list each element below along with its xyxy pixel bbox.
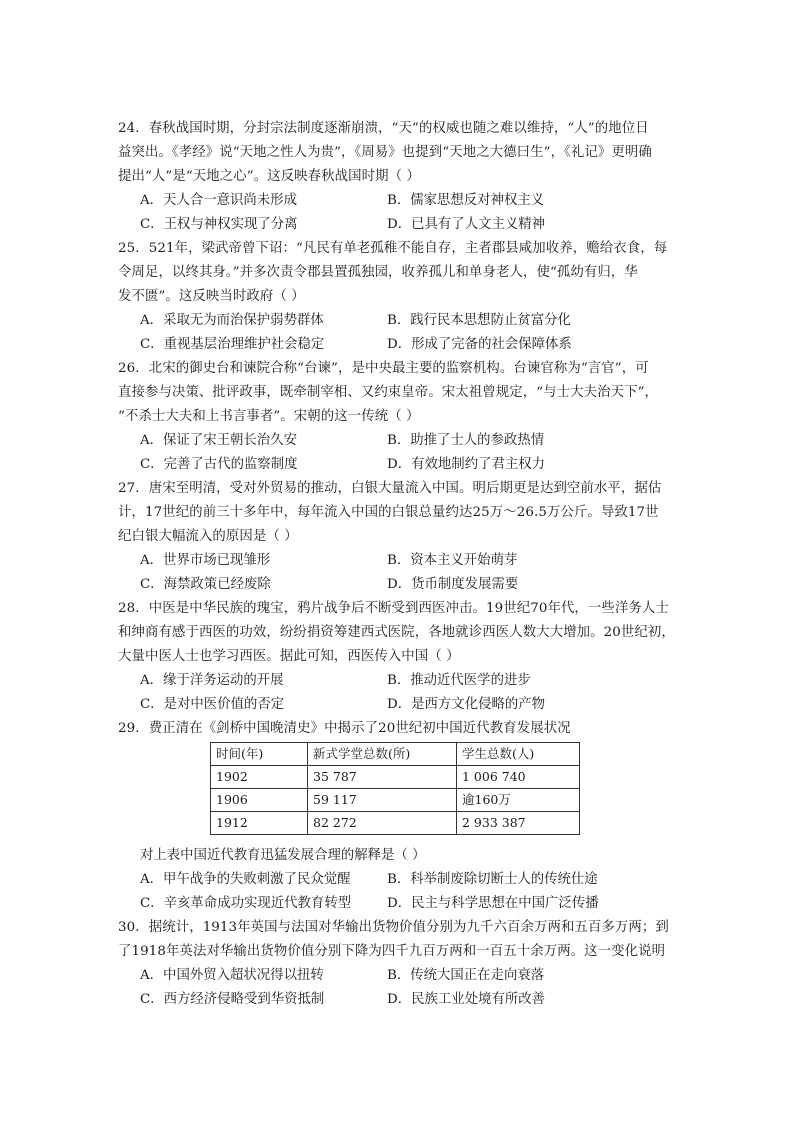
question-29-option-d: D．民主与科学思想在中国广泛传播 bbox=[387, 896, 599, 911]
question-29-option-b: B．科举制废除切断士人的传统仕途 bbox=[387, 872, 598, 887]
question-29-option-c: C．辛亥革命成功实现近代教育转型 bbox=[140, 896, 352, 911]
question-26-line-1: 26．北宋的御史台和谏院合称“台谏”，是中央最主要的监察机构。台谏官称为“言官”，可 bbox=[118, 361, 649, 376]
question-28-line-1: 28．中医是中华民族的瑰宝，鸦片战争后不断受到西医冲击。19世纪70年代，一些洋务人士 bbox=[118, 601, 669, 616]
question-27-line-2: 计，17世纪的前三十多年中，每年流入中国的白银总量约达25万～26.5万公斤。导致17世 bbox=[118, 505, 659, 520]
question-30-option-c: C．西方经济侵略受到华资抵制 bbox=[140, 992, 325, 1007]
question-28-option-c: C．是对中医价值的否定 bbox=[140, 697, 285, 712]
table-cell: 1912 bbox=[211, 812, 308, 835]
question-26-line-3: “不杀士大夫和上书言事者”。宋朝的这一传统（ ） bbox=[118, 409, 420, 424]
table-row bbox=[211, 812, 580, 835]
table-cell: 82 272 bbox=[308, 812, 457, 835]
table-header-cell: 新式学堂总数(所) bbox=[308, 743, 457, 766]
table-row bbox=[211, 766, 580, 789]
table-row bbox=[211, 789, 580, 812]
question-30-line-2: 了1918年英法对华输出货物价值分别下降为四千九百万两和一百五十余万两。这一变化说明 bbox=[118, 944, 666, 959]
question-26-option-a: A．保证了宋王朝长治久安 bbox=[140, 433, 297, 448]
question-28-option-a: A．缘于洋务运动的开展 bbox=[140, 673, 284, 688]
question-25-line-1: 25．521年，梁武帝曾下诏：“凡民有单老孤稚不能自存，主者郡县咸加收养，赡给衣食，每 bbox=[118, 241, 668, 256]
table-cell: 逾160万 bbox=[457, 789, 580, 812]
question-24-option-d: D．已具有了人文主义精神 bbox=[387, 217, 546, 232]
question-29-prompt: 对上表中国近代教育迅猛发展合理的解释是（ ） bbox=[140, 848, 426, 863]
question-27-line-1: 27．唐宋至明清，受对外贸易的推动，白银大量流入中国。明后期更是达到空前水平，据估 bbox=[118, 481, 662, 496]
table-header-row bbox=[211, 743, 580, 766]
question-27-line-3: 纪白银大幅流入的原因是（ ） bbox=[118, 529, 298, 544]
question-27-option-d: D．货币制度发展需要 bbox=[387, 577, 519, 592]
question-25-option-c: C．重视基层治理维护社会稳定 bbox=[140, 337, 325, 352]
question-30-option-b: B．传统大国正在走向衰落 bbox=[387, 968, 545, 983]
question-27-option-b: B．资本主义开始萌芽 bbox=[387, 553, 518, 568]
question-25-option-b: B．践行民本思想防止贫富分化 bbox=[387, 313, 571, 328]
question-26-option-d: D．有效地制约了君主权力 bbox=[387, 457, 546, 472]
question-28-option-d: D．是西方文化侵略的产物 bbox=[387, 697, 546, 712]
question-25-option-d: D．形成了完备的社会保障体系 bbox=[387, 337, 572, 352]
question-29-option-a: A．甲午战争的失败刺激了民众觉醒 bbox=[140, 872, 351, 887]
question-24-line-3: 提出“人”是“天地之心”。这反映春秋战国时期（ ） bbox=[118, 169, 420, 184]
question-30-line-1: 30．据统计，1913年英国与法国对华输出货物价值分别为九千六百余万两和五百多万两；到 bbox=[118, 920, 669, 935]
question-25-option-a: A．采取无为而治保护弱势群体 bbox=[140, 313, 324, 328]
question-25-line-2: 令周足，以终其身。”并多次责令郡县置孤独园，收养孤儿和单身老人，使“孤幼有归，华 bbox=[118, 265, 638, 280]
question-25-line-3: 发不匮”。这反映当时政府（ ） bbox=[118, 289, 305, 304]
table-header-cell: 学生总数(人) bbox=[457, 743, 580, 766]
question-26-option-b: B．助推了士人的参政热情 bbox=[387, 433, 545, 448]
table-header-cell: 时间(年) bbox=[211, 743, 308, 766]
question-30-option-a: A．中国外贸入超状况得以扭转 bbox=[140, 968, 324, 983]
question-28-line-3: 大量中医人士也学习西医。据此可知，西医传入中国（ ） bbox=[118, 649, 460, 664]
question-27-option-a: A．世界市场已现雏形 bbox=[140, 553, 271, 568]
question-26-option-c: C．完善了古代的监察制度 bbox=[140, 457, 298, 472]
table-cell: 2 933 387 bbox=[457, 812, 580, 835]
education-table bbox=[210, 742, 580, 835]
question-26-line-2: 直接参与决策、批评政事，既牵制宰相、又约束皇帝。宋太祖曾规定，“与士大夫治天下”， bbox=[118, 385, 659, 400]
table-cell: 1906 bbox=[211, 789, 308, 812]
question-24-line-2: 益突出。《孝经》说“天地之性人为贵”，《周易》也提到“天地之大德曰生”，《礼记》更明确 bbox=[118, 145, 652, 160]
question-30-option-d: D．民族工业处境有所改善 bbox=[387, 992, 546, 1007]
table-cell: 35 787 bbox=[308, 766, 457, 789]
question-28-line-2: 和绅商有感于西医的功效，纷纷捐资筹建西式医院，各地就诊西医人数大大增加。20世纪初， bbox=[118, 625, 675, 640]
table-cell: 1 006 740 bbox=[457, 766, 580, 789]
question-27-option-c: C．海禁政策已经废除 bbox=[140, 577, 271, 592]
question-24-option-a: A．天人合一意识尚未形成 bbox=[140, 193, 297, 208]
table-cell: 1902 bbox=[211, 766, 308, 789]
question-24-line-1: 24．春秋战国时期，分封宗法制度逐渐崩溃，“天”的权威也随之难以维持，“人”的地位日 bbox=[118, 121, 649, 136]
question-28-option-b: B．推动近代医学的进步 bbox=[387, 673, 531, 688]
table-cell: 59 117 bbox=[308, 789, 457, 812]
question-24-option-b: B．儒家思想反对神权主义 bbox=[387, 193, 545, 208]
question-29-line-1: 29．费正清在《剑桥中国晚清史》中揭示了20世纪初中国近代教育发展状况 bbox=[118, 721, 571, 736]
question-24-option-c: C．王权与神权实现了分离 bbox=[140, 217, 298, 232]
